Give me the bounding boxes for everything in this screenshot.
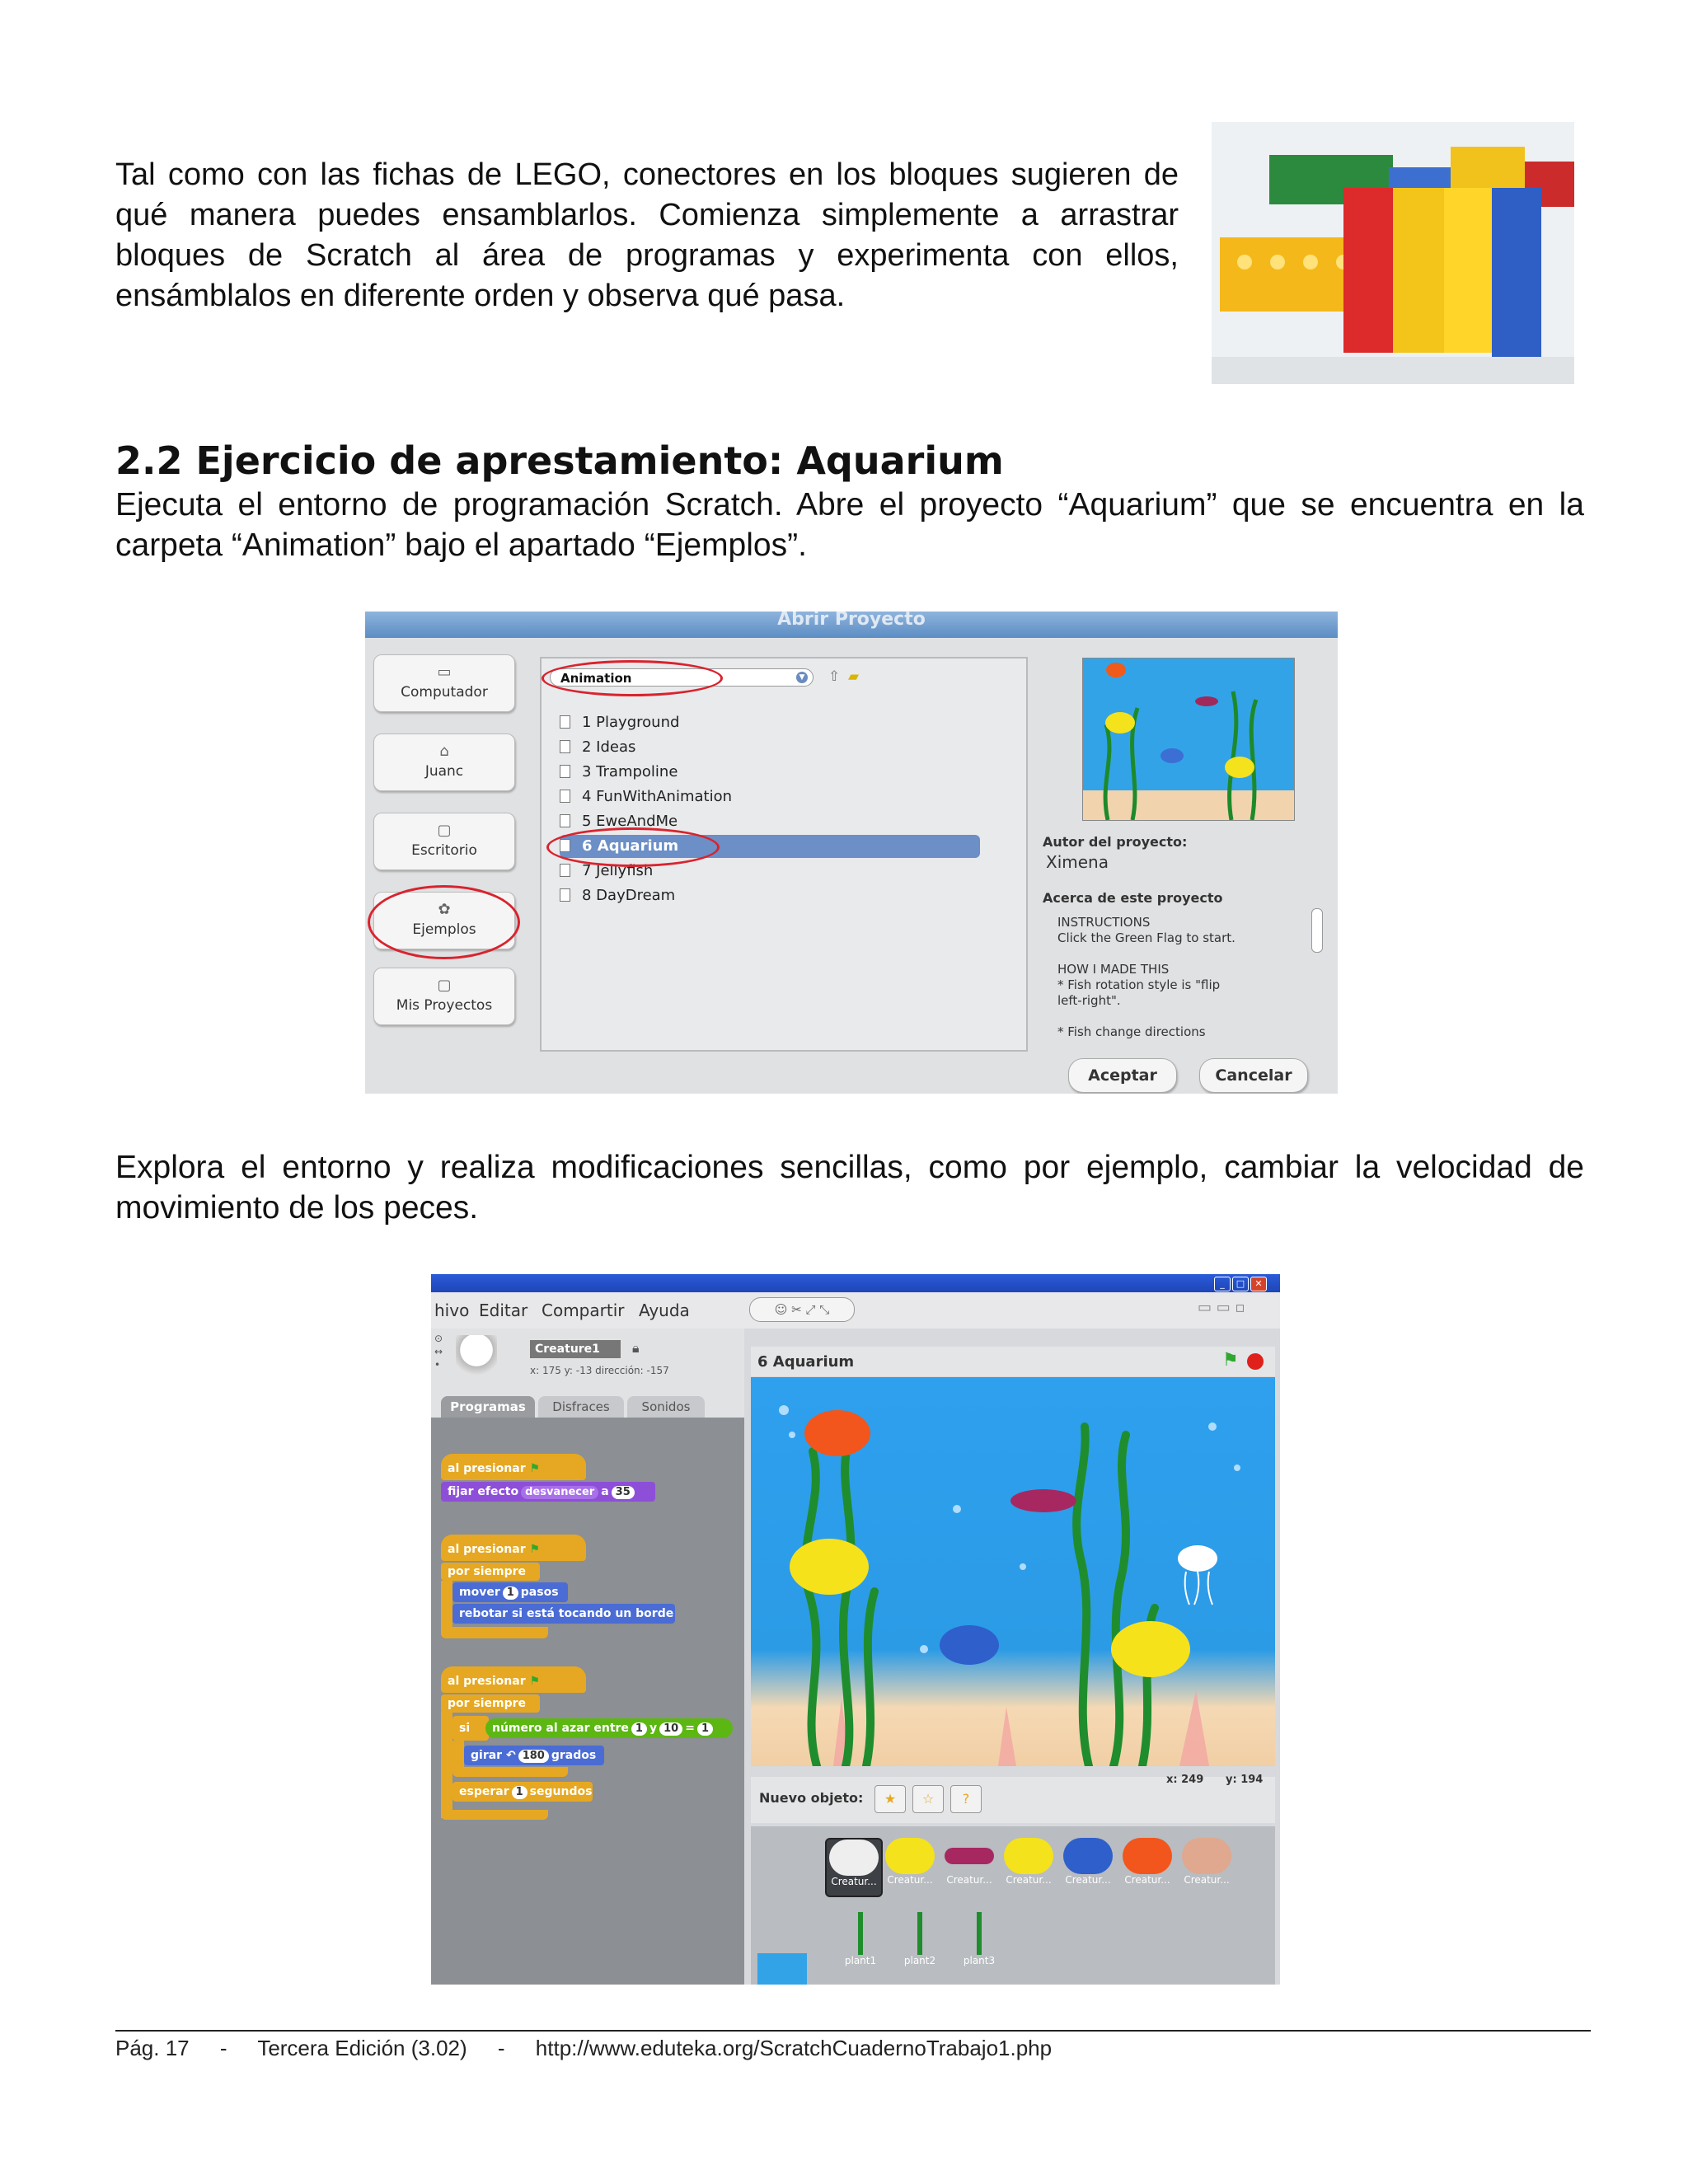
sprite-thumb — [1182, 1838, 1231, 1874]
chevron-down-icon: ▼ — [796, 672, 808, 683]
tab-sonidos[interactable]: Sonidos — [627, 1396, 705, 1418]
forever-block[interactable]: por siempre — [441, 1563, 540, 1581]
file-label: 7 Jellyfish — [582, 862, 654, 879]
scratch-window — [431, 1274, 1280, 1985]
forever-block[interactable]: por siempre — [441, 1694, 540, 1713]
place-label: Mis Proyectos — [396, 997, 493, 1014]
compare-value-input[interactable]: 1 — [697, 1722, 713, 1736]
file-item[interactable] — [560, 761, 980, 784]
cat-folder-icon: ✿ — [438, 901, 451, 918]
block-label: al presionar — [448, 1462, 526, 1475]
place-juanc-button[interactable] — [373, 733, 515, 791]
edition: Tercera Edición (3.02) — [257, 2036, 467, 2060]
block-label: fijar efecto — [448, 1485, 519, 1498]
about-line: * Fish rotation style is "flip — [1057, 977, 1221, 992]
file-item[interactable] — [560, 884, 980, 907]
place-label: Ejemplos — [412, 921, 476, 938]
sprite-tile[interactable] — [1120, 1838, 1175, 1894]
if-block-arm — [452, 1741, 464, 1770]
author-label: Autor del proyecto: — [1043, 834, 1188, 850]
block-label: mover — [459, 1586, 500, 1599]
menu-editar[interactable]: Editar — [479, 1301, 528, 1320]
about-text — [1057, 915, 1305, 1040]
turn-block[interactable] — [464, 1746, 604, 1765]
aquarium-thumbnail-illustration — [1083, 658, 1294, 820]
open-project-dialog — [365, 612, 1338, 1094]
green-flag-icon: ⚑ — [529, 1543, 541, 1556]
file-label: 5 EweAndMe — [582, 813, 678, 830]
file-label: 2 Ideas — [582, 738, 636, 756]
section-paragraph: Ejecuta el entorno de programación Scratch. Abre el proyecto “Aquarium” que se encuentra en la carpeta “Animation” bajo el apartado “Ejemplos”. — [115, 487, 1584, 563]
move-block[interactable] — [452, 1582, 568, 1602]
sprite-thumb — [917, 1912, 922, 1955]
maximize-icon[interactable]: □ — [1232, 1277, 1249, 1291]
place-mis-proyectos-button[interactable] — [373, 968, 515, 1025]
document-icon — [560, 790, 570, 803]
highlight-ellipse — [542, 660, 723, 696]
sprite-thumbnail — [456, 1335, 497, 1385]
highlight-ellipse — [368, 885, 520, 959]
about-scrollbar[interactable] — [1311, 908, 1323, 953]
stop-icon[interactable] — [1247, 1353, 1264, 1370]
sprite-label: plant2 — [903, 1955, 936, 1966]
sprite-thumb — [1063, 1838, 1113, 1874]
green-flag-icon: ⚑ — [529, 1462, 541, 1475]
sprite-label: Creatur... — [1006, 1874, 1052, 1886]
stage-size-icons[interactable]: ▭ ▭ ▫ — [1198, 1299, 1245, 1316]
about-line: left-right". — [1057, 993, 1121, 1008]
move-steps-input[interactable]: 1 — [503, 1586, 518, 1600]
file-label: 4 FunWithAnimation — [582, 788, 732, 805]
block-label: a — [601, 1485, 609, 1498]
green-flag-icon[interactable]: ⚑ — [1222, 1350, 1239, 1371]
document-icon — [560, 740, 570, 753]
lock-icon[interactable]: 🔒︎ — [632, 1340, 640, 1356]
sprite-thumb — [945, 1848, 994, 1864]
menu-bar — [431, 1292, 1280, 1329]
document-icon — [560, 715, 570, 729]
if-block-end — [452, 1767, 568, 1777]
section-title: 2.2 Ejercicio de aprestamiento: Aquarium — [115, 438, 1004, 483]
sprite-tile[interactable] — [893, 1912, 947, 1978]
sprite-label: Creatur... — [1184, 1874, 1230, 1886]
accept-button[interactable]: Aceptar — [1068, 1058, 1177, 1093]
menu-archivo[interactable]: hivo — [434, 1301, 470, 1320]
when-flag-block[interactable] — [441, 1454, 586, 1480]
block-label: girar — [471, 1749, 503, 1762]
sprite-tile[interactable] — [1061, 1838, 1115, 1894]
file-item[interactable] — [560, 785, 980, 808]
document-icon — [560, 765, 570, 778]
tab-disfraces[interactable]: Disfraces — [538, 1396, 624, 1418]
random-compare-block[interactable] — [485, 1718, 733, 1738]
script-area — [431, 1418, 744, 1985]
mouse-y-readout: y: 194 — [1226, 1774, 1264, 1786]
file-label: 3 Trampoline — [582, 763, 678, 780]
about-line: * Fish change directions — [1057, 1024, 1206, 1039]
sprite-thumb — [977, 1912, 982, 1955]
turn-ccw-icon: ↶ — [505, 1749, 516, 1762]
sprite-thumb — [1004, 1838, 1053, 1874]
place-label: Juanc — [424, 763, 464, 780]
about-line — [1057, 946, 1305, 962]
file-list-panel — [540, 657, 1028, 1052]
computer-icon: ▭ — [437, 663, 452, 681]
green-flag-icon: ⚑ — [529, 1675, 541, 1688]
tool-icons[interactable]: ☺ ✂ ⤢ ⤡ — [749, 1297, 855, 1322]
sprite-list — [751, 1826, 1275, 1985]
random-min-input[interactable]: 1 — [631, 1722, 647, 1736]
about-line: Click the Green Flag to start. — [1057, 930, 1236, 945]
wait-seconds-input[interactable]: 1 — [512, 1786, 528, 1799]
sprite-thumb — [858, 1912, 863, 1955]
file-item[interactable] — [560, 736, 980, 759]
stage-thumbnail[interactable] — [757, 1953, 807, 1985]
bounce-block[interactable]: rebotar si está tocando un borde — [452, 1604, 675, 1624]
author-value: Ximena — [1046, 852, 1109, 872]
block-label: esperar — [459, 1785, 509, 1798]
sprite-tile[interactable] — [1179, 1838, 1234, 1894]
forever-block-end — [441, 1627, 548, 1638]
turn-degrees-input[interactable]: 180 — [518, 1750, 549, 1763]
sprite-thumb — [885, 1838, 935, 1874]
sprite-label: Creatur... — [831, 1876, 877, 1887]
window-titlebar — [431, 1274, 1280, 1292]
forever-block-arm — [441, 1581, 452, 1629]
footer-rule — [115, 2030, 1591, 2032]
minimize-icon[interactable]: _ — [1214, 1277, 1231, 1291]
block-label: y — [649, 1722, 658, 1735]
sprite-label: plant3 — [963, 1955, 996, 1966]
folder-icon: ▢ — [437, 822, 452, 839]
lego-bricks-illustration — [1212, 122, 1574, 384]
tab-programas[interactable]: Programas — [441, 1396, 535, 1418]
surprise-sprite-icon[interactable]: ? — [950, 1785, 982, 1813]
about-line: INSTRUCTIONS — [1057, 915, 1151, 930]
file-label: 1 Playground — [582, 714, 680, 731]
block-label: al presionar — [448, 1675, 526, 1688]
place-escritorio-button[interactable] — [373, 813, 515, 870]
sprite-thumb — [829, 1840, 879, 1876]
stage-header — [751, 1347, 1275, 1376]
place-computador-button[interactable] — [373, 654, 515, 712]
intro-paragraph: Tal como con las fichas de LEGO, conectores en los bloques sugieren de qué manera puedes ensamblarlos. Comienza simplemente a arrastrar bloques de Scratch al área de programas y experimenta con ellos, ensámblalos en diferente orden y observa qué pasa. — [115, 157, 1179, 313]
sprite-label: Creatur... — [946, 1874, 992, 1886]
set-effect-block[interactable] — [441, 1482, 655, 1502]
sprite-label: Creatur... — [1065, 1874, 1111, 1886]
home-icon: ⌂ — [439, 743, 449, 760]
place-label: Computador — [401, 684, 488, 701]
new-folder-icon[interactable]: ▰ — [848, 668, 860, 685]
paint-sprite-icon[interactable]: ★ — [874, 1785, 906, 1813]
when-flag-block[interactable] — [441, 1666, 586, 1693]
random-max-input[interactable]: 10 — [659, 1722, 682, 1736]
sprite-info — [431, 1329, 744, 1418]
project-thumbnail — [1082, 658, 1295, 821]
mouse-x-readout: x: 249 — [1166, 1774, 1204, 1786]
sprite-tile[interactable] — [883, 1838, 937, 1894]
sprite-coords: x: 175 y: -13 dirección: -157 — [530, 1365, 669, 1376]
menu-compartir[interactable]: Compartir — [542, 1301, 625, 1320]
new-object-label: Nuevo objeto: — [759, 1790, 864, 1806]
footer-separator: - — [219, 2036, 227, 2060]
dialog-title: Abrir Proyecto — [365, 612, 1338, 638]
document-icon — [560, 864, 570, 877]
sprite-label: plant1 — [844, 1955, 877, 1966]
menu-ayuda[interactable]: Ayuda — [639, 1301, 690, 1320]
sprite-tile[interactable] — [1001, 1838, 1056, 1894]
stage[interactable] — [751, 1377, 1275, 1766]
sprite-name-field[interactable]: Creature1 — [530, 1340, 621, 1358]
sprite-label: Creatur... — [887, 1874, 933, 1886]
block-label: al presionar — [448, 1543, 526, 1556]
footer — [115, 2036, 1076, 2061]
wait-block[interactable] — [452, 1782, 593, 1802]
block-label: número al azar entre — [492, 1722, 629, 1735]
sprite-tile[interactable] — [833, 1912, 888, 1978]
explore-paragraph: Explora el entorno y realiza modificaciones sencillas, como por ejemplo, cambiar la velocidad de movimiento de los peces. — [115, 1150, 1584, 1226]
document-icon — [560, 888, 570, 902]
sprite-thumb — [1123, 1838, 1172, 1874]
forever-block-end — [441, 1810, 548, 1820]
folder-select-value: Animation — [560, 671, 632, 686]
effect-dropdown[interactable]: desvanecer — [521, 1486, 598, 1499]
effect-value-input[interactable]: 35 — [612, 1486, 635, 1499]
block-label: = — [685, 1722, 695, 1735]
highlight-ellipse — [546, 827, 720, 867]
page-number: Pág. 17 — [115, 2036, 190, 2060]
stage-title: 6 Aquarium — [757, 1353, 855, 1371]
about-label: Acerca de este proyecto — [1043, 890, 1223, 906]
folder-icon: ▢ — [437, 977, 452, 994]
if-block[interactable]: si — [452, 1716, 489, 1741]
file-label: 6 Aquarium — [582, 837, 679, 855]
forever-block-arm — [441, 1711, 452, 1818]
block-label: segundos — [529, 1785, 593, 1798]
close-icon[interactable]: ✕ — [1250, 1277, 1267, 1291]
lego-bricks-photo — [1212, 122, 1574, 384]
aquarium-scene — [751, 1377, 1275, 1766]
place-label: Escritorio — [411, 842, 477, 859]
rotation-style-icons[interactable]: ⊙ ↔ • — [434, 1333, 443, 1371]
file-item[interactable] — [560, 711, 980, 734]
footer-url[interactable]: http://www.eduteka.org/ScratchCuadernoTrabajo1.php — [535, 2036, 1053, 2060]
about-line — [1057, 1009, 1305, 1024]
document-icon — [560, 814, 570, 827]
sprite-tile-selected[interactable] — [825, 1838, 883, 1897]
sprite-tile[interactable] — [942, 1838, 996, 1894]
about-line: HOW I MADE THIS — [1057, 962, 1170, 977]
new-object-bar — [751, 1774, 1275, 1823]
open-sprite-icon[interactable]: ☆ — [912, 1785, 944, 1813]
file-label: 8 DayDream — [582, 887, 676, 904]
block-label: grados — [551, 1749, 597, 1762]
up-folder-icon[interactable]: ⇧ — [828, 668, 841, 685]
sprite-tile[interactable] — [952, 1912, 1006, 1978]
cancel-button[interactable]: Cancelar — [1199, 1058, 1308, 1093]
sprite-label: Creatur... — [1124, 1874, 1170, 1886]
footer-separator: - — [497, 2036, 505, 2060]
block-label: pasos — [520, 1586, 559, 1599]
when-flag-block[interactable] — [441, 1535, 586, 1561]
